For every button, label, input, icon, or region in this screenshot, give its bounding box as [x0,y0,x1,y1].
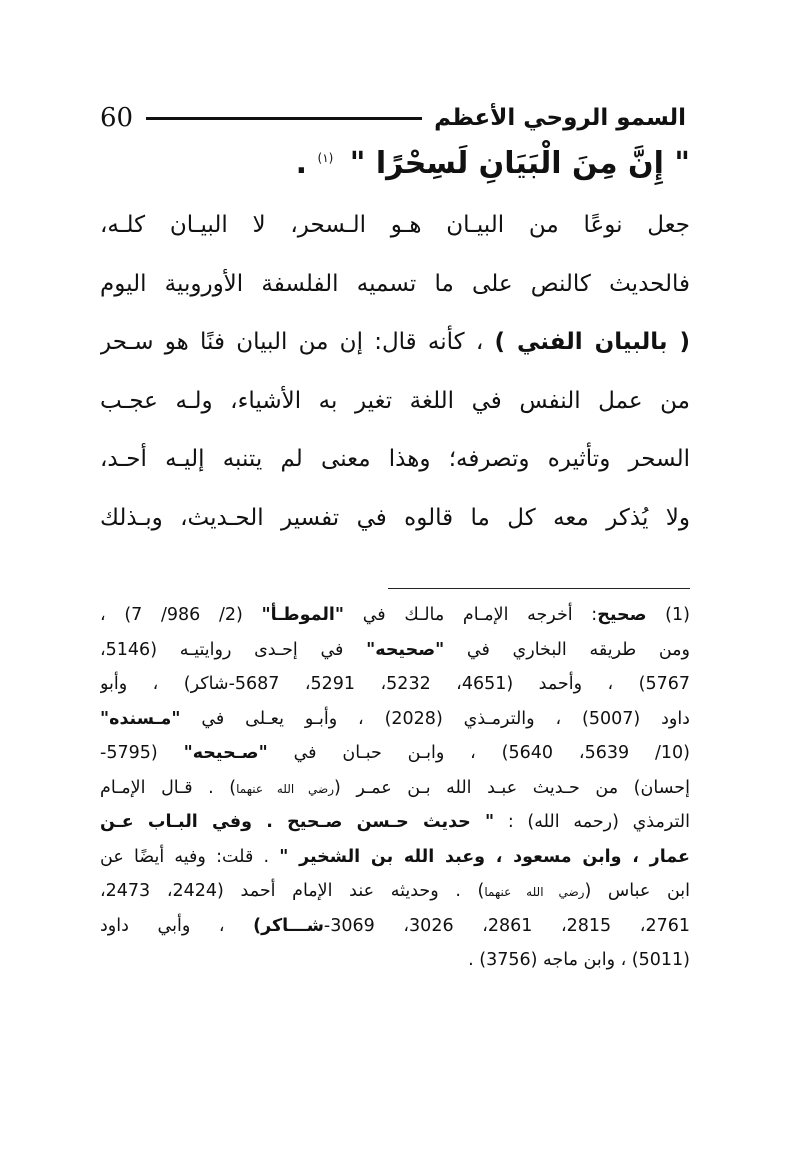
header-rule [146,117,422,120]
footnote-separator [388,588,690,589]
footnote-text: (5795- [100,743,158,763]
book-title: "مـسنده" [100,708,181,729]
footnote-line [100,633,690,668]
book-title: "الموطـأ" [261,605,345,625]
body-paragraph [100,196,690,547]
footnote-text: إحسان) من حـديث عبـد الله بـن عمـر ( [334,777,690,798]
footnote-line [100,736,690,771]
body-line: ولا يُذكر معه كل ما قالوه في تفسير الحـديث، وبـذلك [100,504,690,531]
footnote-text: . قلت: وفيه أيضًا عن [100,846,270,867]
footnote-line [100,771,690,806]
page-number: 60 [100,103,134,133]
footnote-line [100,909,690,944]
honorific-glyph: رضي الله عنهما [484,885,585,899]
footnote-text: (10/ 5639، 5640) ، وابـن حبـان في [293,743,690,763]
footnote-text: (2/ 986/ 7) ، [100,605,243,625]
body-line: فالحديث كالنص على ما تسميه الفلسفة الأوروبية اليوم [100,270,690,297]
quoted-grading: " حديث حـسن صـحيح . وفي البـاب عـن [100,812,495,832]
footnote-text: الترمذي (رحمه الله) : [507,812,690,832]
footnote-text: ، وأبي داود [100,915,225,936]
hadith-quote [100,132,690,190]
footnotes [100,598,690,978]
footnote-text: ) . وحديثه عند الإمام أحمد (2424، 2473، [100,881,485,901]
footnote-line: 5767) ، وأحمد (4651، 5232، 5291، 5687-شاكر) ، وأبو [100,674,690,694]
body-line: من عمل النفس في اللغة تغير به الأشياء، ولـه عجـب [100,387,690,414]
footnote-line [100,702,690,737]
footnote-line [100,805,690,840]
footnote-text: في إحـدى روايتيـه (5146، [100,639,344,660]
hadith-end: . [295,146,308,181]
edition-name: شـــاكر) [253,915,324,936]
book-title: "صـحيحه" [183,743,268,763]
footnote-number: (1) [665,605,690,625]
footnote-text: ) . قـال الإمـام [100,777,237,798]
quoted-grading: عمار ، وابن مسعود ، وعبد الله بن الشخير " [279,846,690,867]
hadith-text: " إِنَّ مِنَ الْبَيَانِ لَسِحْرًا " [349,146,690,181]
body-line-text: ، كأنه قال: إن من البيان فنًا هو سـحر [100,329,484,355]
footnote-line [100,840,690,875]
footnote-text: ابن عباس ( [584,881,690,901]
footnote-line [100,598,690,633]
footnote-reference: (١) [317,151,334,165]
body-line [100,313,690,372]
grading: صحيح [597,605,647,625]
footnote-text: 2761، 2815، 2861، 3026، 3069- [323,915,690,936]
footnote-text: : أخرجه الإمـام مالـك في [362,605,598,625]
footnote-line [100,874,690,909]
book-title: "صحيحه" [366,639,445,660]
bold-term: ( بالبيان الفني ) [494,329,690,355]
footnote-line: (5011) ، وابن ماجه (3756) . [468,950,690,970]
footnote-text: داود (5007) ، والترمـذي (2028) ، وأبـو يعـلى في [201,708,690,729]
running-title: السمو الروحي الأعظم [434,105,686,131]
body-line: السحر وتأثيره وتصرفه؛ وهذا معنى لم يتنبه إليـه أحـد، [100,446,690,472]
body-line: جعل نوعًا من البيـان هـو الـسحر، لا البيـان كلـه، [100,212,690,238]
footnote-text: ومن طريقه البخاري في [466,639,690,660]
honorific-glyph: رضي الله عنهما [236,781,335,796]
